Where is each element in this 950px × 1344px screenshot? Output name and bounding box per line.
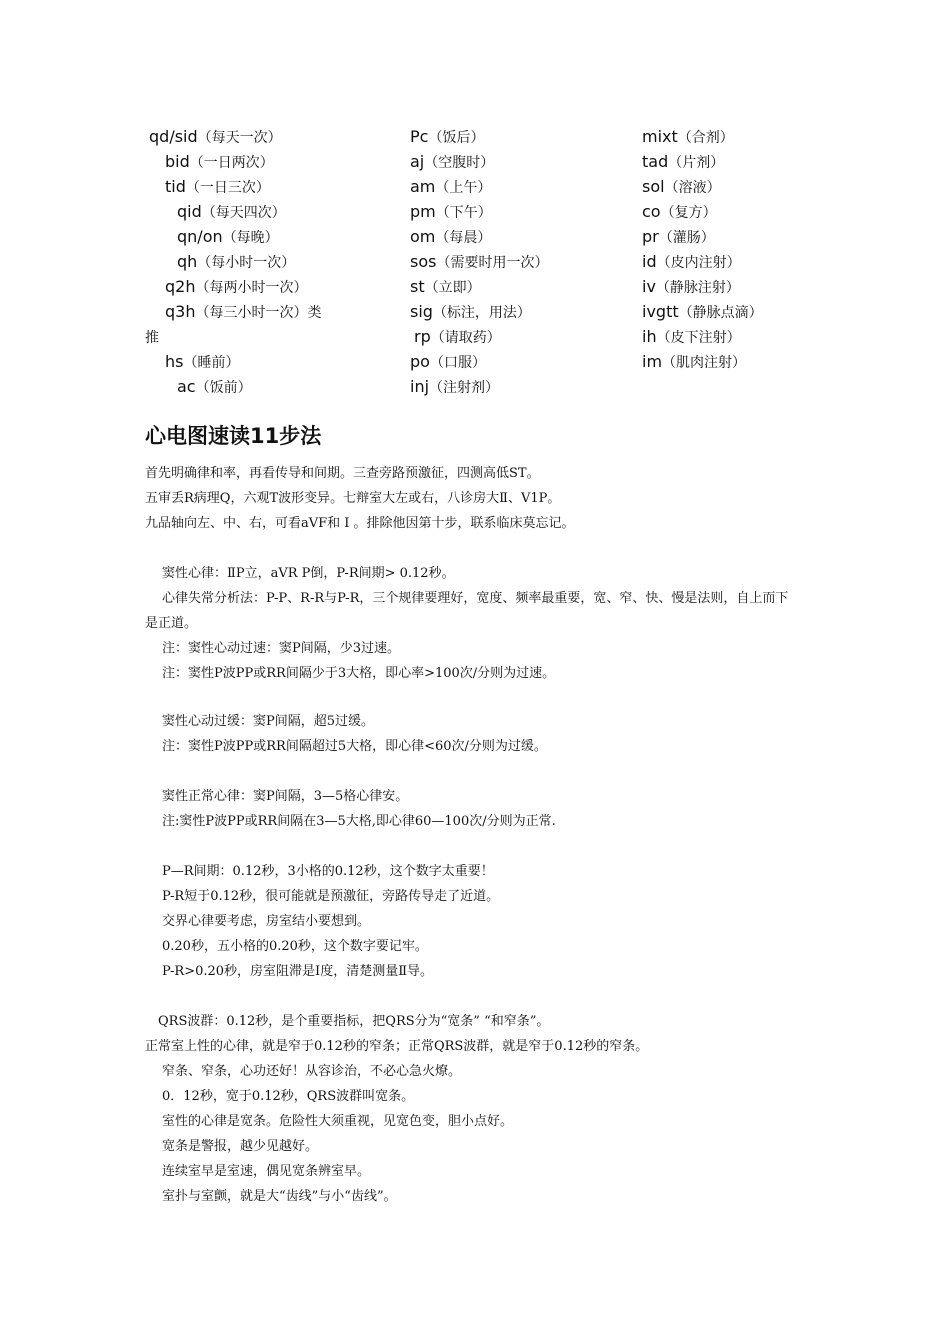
abbreviation-meaning: （饭后） bbox=[428, 130, 485, 146]
text-line: 连续室早是室速，偶见宽条辨室早。 bbox=[162, 1164, 371, 1179]
abbreviation-term: sol bbox=[642, 177, 665, 196]
abbreviation-row bbox=[145, 174, 321, 199]
text-line: 九品轴向左、中、右，可看aVF和 Ⅰ 。排除他因第十步，联系临床莫忘记。 bbox=[145, 516, 575, 531]
abbreviation-meaning: （注射剂） bbox=[429, 380, 500, 396]
abbreviation-term: sig bbox=[410, 302, 433, 321]
abbreviation-row bbox=[642, 349, 763, 374]
abbreviation-row bbox=[145, 274, 321, 299]
abbreviation-meaning: （复方） bbox=[660, 205, 717, 221]
text-line: 室扑与室颤，就是大“齿线”与小“齿线”。 bbox=[162, 1189, 397, 1204]
abbreviation-term: ac bbox=[177, 377, 196, 396]
abbreviation-term: im bbox=[642, 352, 663, 371]
abbreviation-row bbox=[145, 324, 321, 349]
abbreviation-meaning: （睡前） bbox=[183, 355, 240, 371]
abbreviation-column-1 bbox=[145, 124, 321, 399]
abbreviation-row bbox=[410, 174, 548, 199]
text-line: 宽条是警报，越少见越好。 bbox=[162, 1139, 319, 1154]
abbreviation-column-3 bbox=[642, 124, 763, 374]
text-line: 注：窦性心动过速：窦P间隔，少3过速。 bbox=[162, 641, 401, 656]
abbreviation-row bbox=[410, 324, 548, 349]
abbreviation-term: q2h bbox=[165, 277, 196, 296]
abbreviation-row bbox=[410, 124, 548, 149]
text-line: 窦性正常心律：窦P间隔，3—5格心律安。 bbox=[162, 789, 409, 804]
abbreviation-meaning: （饭前） bbox=[195, 380, 252, 396]
text-line: 五审丢R病理Q，六观T波形变异。七辩室大左或右，八诊房大Ⅱ、V1P。 bbox=[145, 491, 561, 506]
abbreviation-meaning: （标注，用法） bbox=[432, 305, 531, 321]
abbreviation-row bbox=[410, 224, 548, 249]
text-line: 是正道。 bbox=[145, 616, 198, 631]
abbreviation-meaning: （每小时一次） bbox=[197, 255, 296, 271]
abbreviation-meaning: （合剂） bbox=[677, 130, 734, 146]
abbreviation-meaning: （下午） bbox=[435, 205, 492, 221]
abbreviation-row bbox=[642, 274, 763, 299]
abbreviation-term: rp bbox=[414, 327, 431, 346]
abbreviation-meaning: （每天一次） bbox=[197, 130, 282, 146]
abbreviation-term: iv bbox=[642, 277, 656, 296]
abbreviation-row bbox=[145, 374, 321, 399]
text-line: 窦性心律：ⅡP立，aVR P倒，P-R间期> 0.12秒。 bbox=[162, 566, 455, 581]
abbreviation-row bbox=[642, 124, 763, 149]
abbreviation-row bbox=[642, 224, 763, 249]
abbreviation-meaning: （肌肉注射） bbox=[662, 355, 747, 371]
abbreviation-meaning: （口服） bbox=[429, 355, 486, 371]
abbreviation-meaning: （上午） bbox=[435, 180, 492, 196]
text-line: 室性的心律是宽条。危险性大须重视，见宽色变，胆小点好。 bbox=[162, 1114, 514, 1129]
abbreviation-row bbox=[642, 174, 763, 199]
abbreviation-row bbox=[410, 149, 548, 174]
abbreviation-row bbox=[145, 224, 321, 249]
abbreviation-row bbox=[642, 149, 763, 174]
paragraph bbox=[145, 709, 825, 759]
abbreviation-term: mixt bbox=[642, 127, 678, 146]
text-line: 0.20秒，五小格的0.20秒，这个数字要记牢。 bbox=[162, 939, 428, 954]
abbreviation-meaning: （静脉点滴） bbox=[678, 305, 763, 321]
abbreviation-term: tid bbox=[165, 177, 186, 196]
abbreviation-row bbox=[642, 324, 763, 349]
abbreviation-term: po bbox=[410, 352, 430, 371]
abbreviation-meaning: （静脉注射） bbox=[655, 280, 740, 296]
abbreviation-meaning: （皮内注射） bbox=[656, 255, 741, 271]
text-line: 注：窦性P波PP或RR间隔少于3大格，即心率>100次/分则为过速。 bbox=[162, 666, 556, 681]
text-line: P-R>0.20秒，房室阻滞是Ⅰ度，清楚测量Ⅱ导。 bbox=[162, 964, 434, 979]
abbreviation-term: q3h bbox=[165, 302, 196, 321]
paragraph bbox=[145, 859, 825, 984]
abbreviation-row bbox=[410, 274, 548, 299]
abbreviation-meaning: （每晨） bbox=[435, 230, 492, 246]
abbreviation-row bbox=[145, 199, 321, 224]
abbreviation-term: aj bbox=[410, 152, 425, 171]
abbreviation-meaning: （皮下注射） bbox=[656, 330, 741, 346]
abbreviation-term: om bbox=[410, 227, 436, 246]
abbreviation-row bbox=[145, 249, 321, 274]
abbreviation-meaning: （每三小时一次）类 bbox=[195, 305, 322, 321]
abbreviation-term: tad bbox=[642, 152, 669, 171]
abbreviation-meaning: （每天四次） bbox=[201, 205, 286, 221]
abbreviation-row bbox=[410, 374, 548, 399]
text-line: 0．12秒，宽于0.12秒，QRS波群叫宽条。 bbox=[162, 1089, 415, 1104]
abbreviation-term: am bbox=[410, 177, 436, 196]
text-line: P—R间期：0.12秒，3小格的0.12秒，这个数字太重要！ bbox=[162, 864, 494, 879]
text-line: 首先明确律和率，再看传导和间期。三查旁路预激征，四测高低ST。 bbox=[145, 466, 540, 481]
abbreviation-term: qd/sid bbox=[149, 127, 198, 146]
abbreviation-row bbox=[642, 249, 763, 274]
abbreviation-row bbox=[410, 249, 548, 274]
abbreviation-term: id bbox=[642, 252, 657, 271]
abbreviation-term: hs bbox=[165, 352, 184, 371]
text-line: QRS波群：0.12秒，是个重要指标，把QRS分为“宽条” “和窄条”。 bbox=[158, 1014, 550, 1029]
abbreviation-meaning: 推 bbox=[145, 330, 159, 346]
abbreviation-meaning: （灌肠） bbox=[658, 230, 715, 246]
abbreviation-row bbox=[642, 199, 763, 224]
abbreviation-term: pr bbox=[642, 227, 659, 246]
paragraph bbox=[145, 561, 825, 686]
abbreviation-meaning: （溶液） bbox=[664, 180, 721, 196]
abbreviation-term: Pc bbox=[410, 127, 429, 146]
paragraph bbox=[145, 461, 825, 536]
text-line: 交界心律要考虑，房室结小要想到。 bbox=[162, 914, 371, 929]
abbreviation-meaning: （需要时用一次） bbox=[436, 255, 549, 271]
abbreviation-term: sos bbox=[410, 252, 437, 271]
section-title: 心电图速读11步法 bbox=[145, 424, 322, 448]
abbreviation-term: inj bbox=[410, 377, 430, 396]
abbreviation-meaning: （每晚） bbox=[222, 230, 279, 246]
abbreviation-term: ih bbox=[642, 327, 657, 346]
abbreviation-meaning: （每两小时一次） bbox=[195, 280, 308, 296]
abbreviation-row bbox=[145, 299, 321, 324]
text-line: 心律失常分析法：P-P、R-R与P-R，三个规律要理好，宽度、频率最重要，宽、窄、快、慢是法则，自上而下 bbox=[162, 591, 789, 606]
text-line: 窄条、窄条，心功还好！从容诊治，不必心急火燎。 bbox=[162, 1064, 462, 1079]
abbreviation-term: ivgtt bbox=[642, 302, 679, 321]
abbreviation-row bbox=[410, 299, 548, 324]
abbreviation-meaning: （请取药） bbox=[430, 330, 501, 346]
text-line: P-R短于0.12秒，很可能就是预激征，旁路传导走了近道。 bbox=[162, 889, 500, 904]
abbreviation-meaning: （空腹时） bbox=[424, 155, 495, 171]
abbreviation-meaning: （片剂） bbox=[668, 155, 725, 171]
abbreviation-term: bid bbox=[165, 152, 190, 171]
paragraph bbox=[145, 784, 825, 834]
text-line: 注：窦性P波PP或RR间隔超过5大格，即心律<60次/分则为过缓。 bbox=[162, 739, 547, 754]
abbreviation-term: qh bbox=[177, 252, 198, 271]
abbreviation-meaning: （一日两次） bbox=[189, 155, 274, 171]
text-line: 正常室上性的心律，就是窄于0.12秒的窄条；正常QRS波群，就是窄于0.12秒的窄条。 bbox=[145, 1039, 649, 1054]
abbreviation-term: qid bbox=[177, 202, 202, 221]
abbreviation-column-2 bbox=[410, 124, 548, 399]
abbreviation-row bbox=[145, 149, 321, 174]
abbreviation-meaning: （立即） bbox=[424, 280, 481, 296]
abbreviation-meaning: （一日三次） bbox=[185, 180, 270, 196]
abbreviation-row bbox=[642, 299, 763, 324]
paragraph bbox=[145, 1009, 825, 1209]
abbreviation-term: pm bbox=[410, 202, 436, 221]
text-line: 窦性心动过缓：窦P间隔，超5过缓。 bbox=[162, 714, 375, 729]
text-line: 注:窦性P波PP或RR间隔在3—5大格,即心律60—100次/分则为正常. bbox=[162, 814, 556, 829]
abbreviation-row bbox=[410, 199, 548, 224]
abbreviation-term: st bbox=[410, 277, 425, 296]
abbreviation-row bbox=[145, 349, 321, 374]
abbreviation-term: qn/on bbox=[177, 227, 223, 246]
abbreviation-term: co bbox=[642, 202, 661, 221]
abbreviation-row bbox=[145, 124, 321, 149]
abbreviation-row bbox=[410, 349, 548, 374]
